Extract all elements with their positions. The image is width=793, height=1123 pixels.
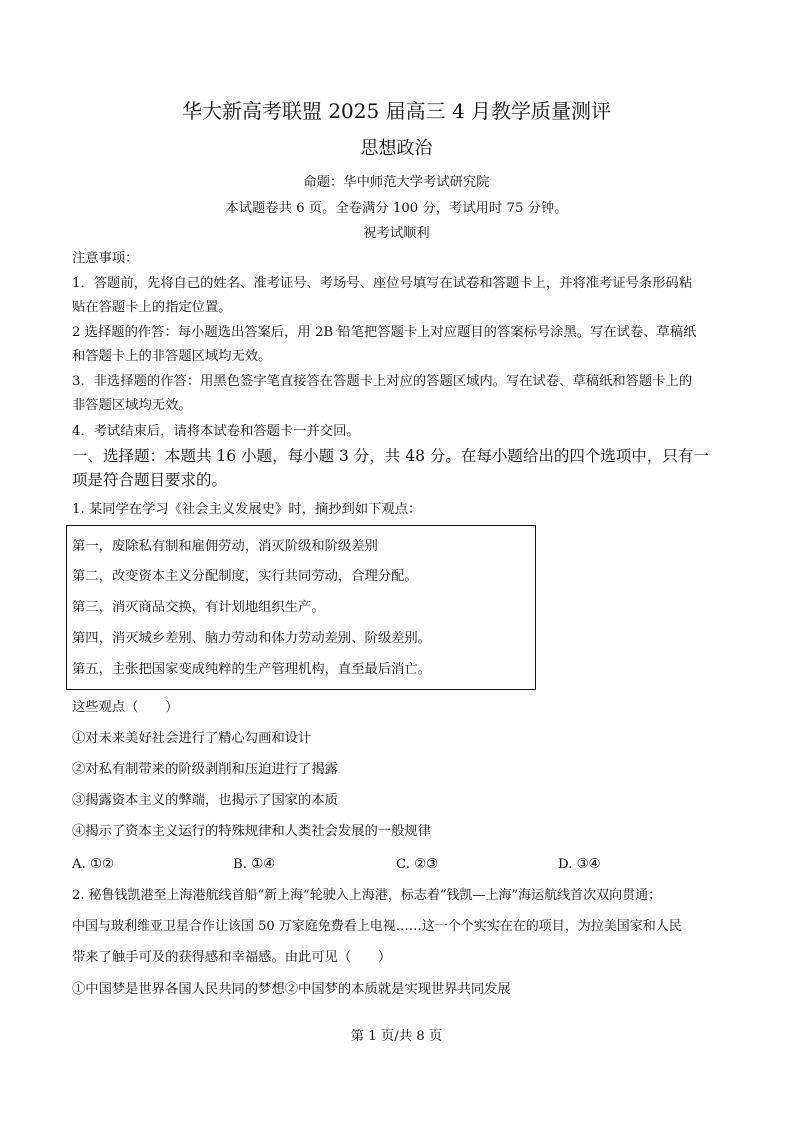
q1-box-line: 第三，消灭商品交换，有计划地组织生产。 (72, 600, 325, 615)
q1-stem: 1. 某同学在学习《社会主义发展史》时，摘抄到如下观点： (72, 502, 422, 517)
q2-line: 带来了触手可及的获得感和幸福感。由此可见（ ） (72, 950, 392, 965)
notice-line: 和答题卡上的非答题区域均无效。 (72, 349, 272, 364)
exam-info: 本试题卷共 6 页。全卷满分 100 分，考试用时 75 分钟。 (225, 201, 568, 216)
notice-line: 1．答题前，先将自己的姓名、准考证号、考场号、座位号填写在试卷和答题卡上，并将准考证号条形码粘 (72, 276, 693, 291)
q1-option-b: B. ①④ (233, 857, 276, 872)
exam-title: 华大新高考联盟 2025 届高三 4 月教学质量测评 (181, 99, 612, 123)
q1-box-line: 第二，改变资本主义分配制度，实行共同劳动，合理分配。 (72, 569, 418, 584)
notice-line: 贴在答题卡上的指定位置。 (72, 300, 232, 315)
q1-prompt: 这些观点（ ） (72, 700, 179, 715)
notice-line: 非答题区域均无效。 (72, 398, 192, 413)
section-heading: 一、选择题：本题共 16 小题，每小题 3 分，共 48 分。在每小题给出的四个选项中，只有一 (72, 447, 709, 465)
q2-line: ①中国梦是世界各国人民共同的梦想②中国梦的本质就是实现世界共同发展 (72, 982, 511, 997)
q1-box-line: 第五，主张把国家变成纯粹的生产管理机构，直至最后消亡。 (72, 662, 432, 677)
q2-line: 中国与玻利维亚卫星合作让该国 50 万家庭免费看上电视……这一个个实实在在的项目，为拉美国家和人民 (72, 919, 682, 934)
notice-heading: 注意事项： (72, 251, 139, 266)
notice-line: 3．非选择题的作答：用黑色签字笔直接答在答题卡上对应的答题区域内。写在试卷、草稿纸和答题卡上的 (72, 374, 693, 389)
notice-line: 4．考试结束后，请将本试卷和答题卡一并交回。 (72, 424, 360, 439)
q1-statement: ④揭示了资本主义运行的特殊规律和人类社会发展的一般规律 (72, 824, 432, 839)
q1-option-a: A. ①② (72, 857, 114, 872)
q1-box-line: 第四，消灭城乡差别、脑力劳动和体力劳动差别、阶级差别。 (72, 631, 432, 646)
q1-statement: ②对私有制带来的阶级剥削和压迫进行了揭露 (72, 762, 338, 777)
author-line: 命题：华中师范大学考试研究院 (303, 175, 490, 190)
section-heading-cont: 项是符合题目要求的。 (72, 471, 228, 489)
q1-statement: ③揭露资本主义的弊端，也揭示了国家的本质 (72, 793, 338, 808)
page-number: 第 1 页/共 8 页 (350, 1029, 443, 1044)
subject-title: 思想政治 (360, 138, 433, 159)
wish-line: 祝考试顺利 (363, 226, 430, 241)
q1-statement: ①对未来美好社会进行了精心勾画和设计 (72, 731, 312, 746)
q1-option-d: D. ③④ (558, 857, 601, 872)
q1-box-line: 第一，废除私有制和雇佣劳动，消灭阶级和阶级差别 (72, 539, 378, 554)
notice-line: 2 选择题的作答：每小题选出答案后，用 2B 铅笔把答题卡上对应题目的答案标号涂黑。写在试卷、草稿纸 (72, 325, 697, 340)
q2-line: 2. 秘鲁钱凯港至上海港航线首船“新上海”轮驶入上海港，标志着“钱凯—上海”海运航线首次双向贯通； (72, 888, 662, 903)
q1-option-c: C. ②③ (396, 857, 438, 872)
